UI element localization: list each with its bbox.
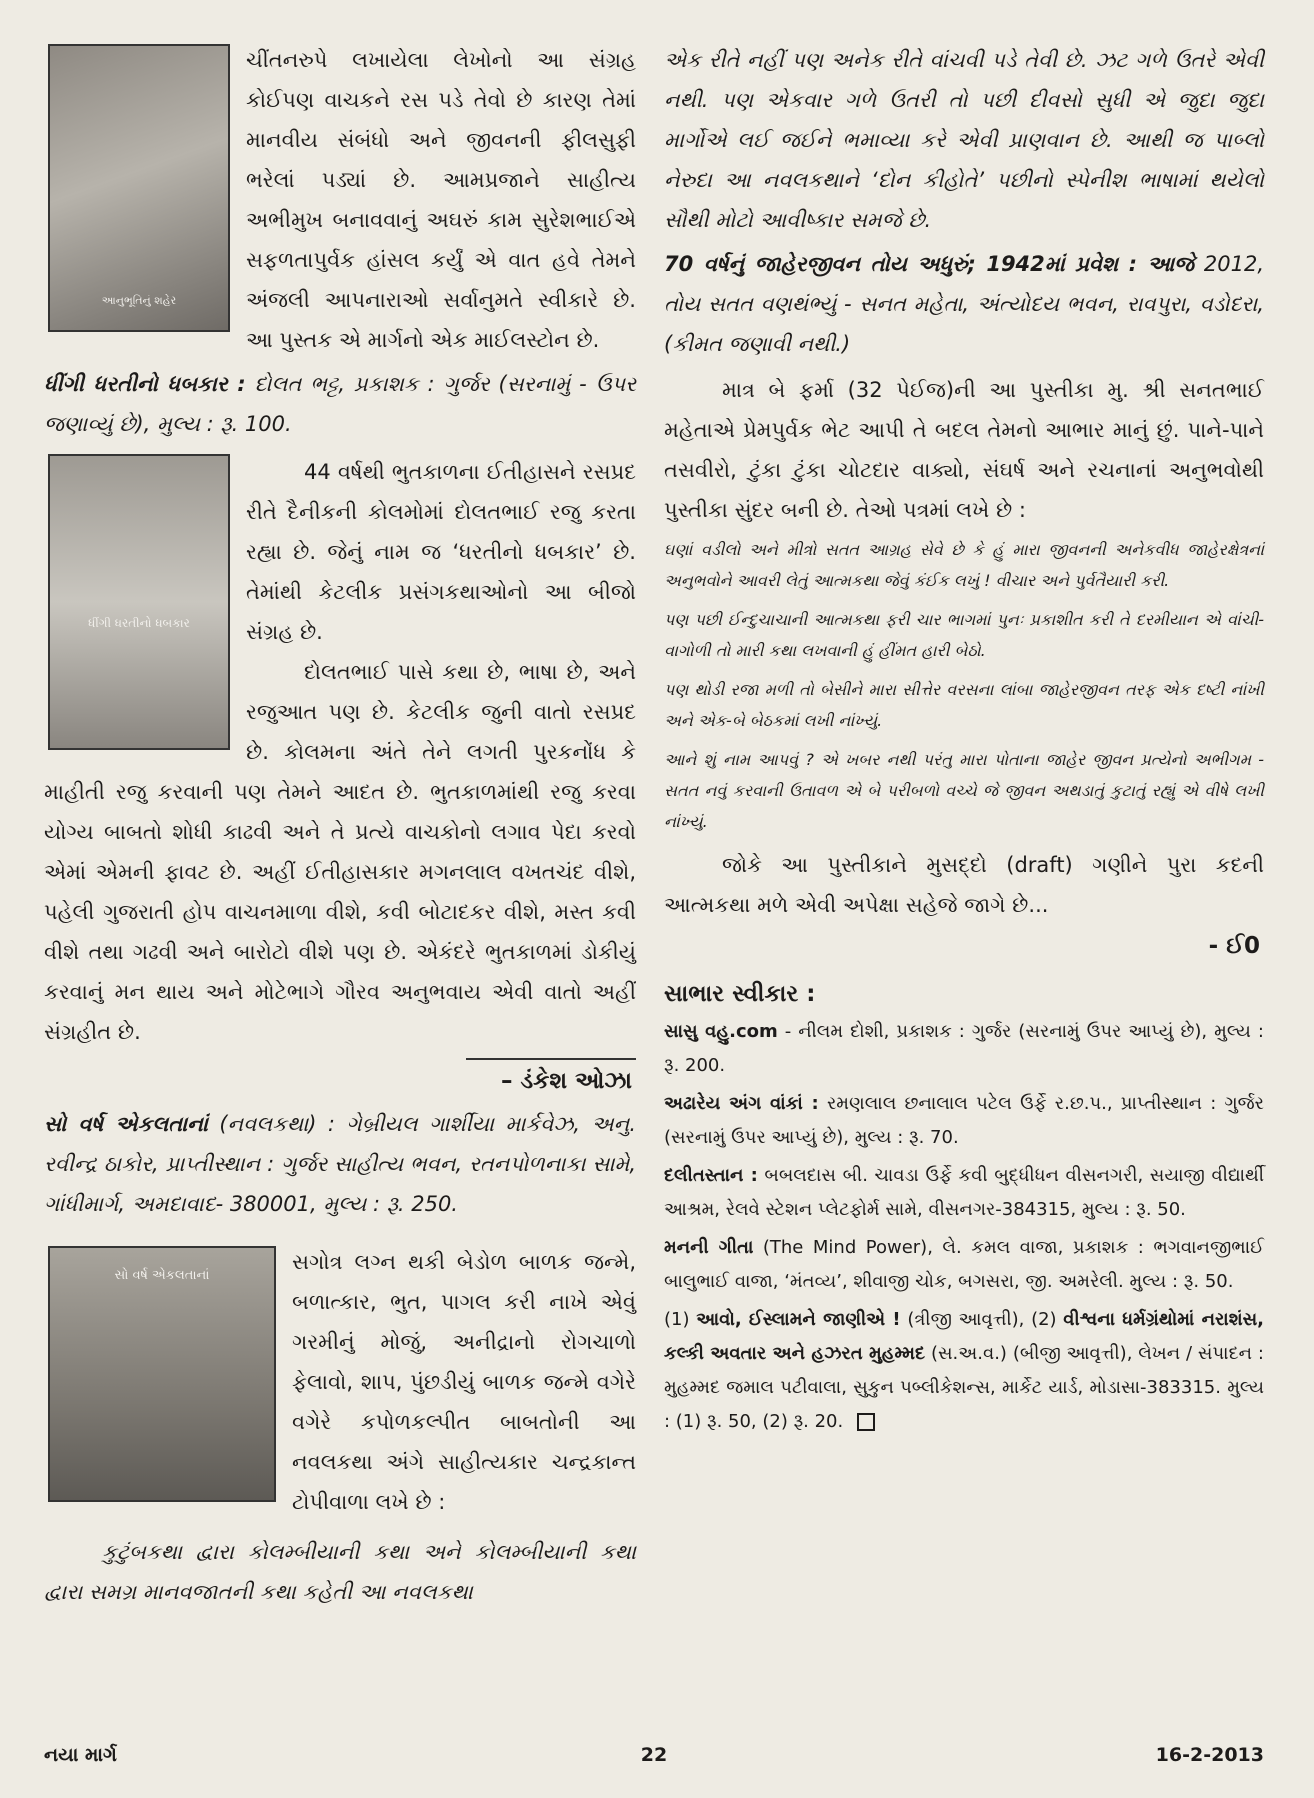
book-cover-image bbox=[48, 44, 230, 332]
review-paragraph: જોકે આ પુસ્તીકાને મુસદ્દો (draft) ગણીને પુરા કદની આત્મકથા મળે એવી અપેક્ષા સહેજે જાગે છે... bbox=[664, 853, 1264, 917]
book-title: સો વર્ષ એકલતાનાં bbox=[44, 1112, 208, 1136]
entry-details: (ત્રીજી આવૃત્તી), (2) bbox=[900, 1309, 1064, 1330]
book-meta: દોલત ભટ્ટ, પ્રકાશક : ગુર્જર (સરનામું - ઉપર જણાવ્યું છે), મુલ્ય : રૂ. 100. bbox=[44, 372, 636, 436]
entry-title: વીશ્વના ધર્મગ્રંથોમાં નરાશંસ, કલ્કી અવતાર અને હઝરત મુહમ્મદ bbox=[664, 1309, 1264, 1364]
entry-title: મનની ગીતા bbox=[664, 1237, 754, 1258]
book-cover-title: સો વર્ષ એકલતાનાં bbox=[114, 1268, 210, 1283]
review-paragraph: ચીંતનરુપે લખાયેલા લેખોનો આ સંગ્રહ કોઈપણ વાચકને રસ પડે તેવો છે કારણ તેમાં માનવીય સંબંધો અને જીવનની ફીલસુફી ભરેલાં પડ્યાં છે. આમપ્રજાને સાહીત્ય અભીમુખ બનાવવાનું અઘરું કામ સુરેશભાઈએ સફળતાપુર્વક હાંસલ કર્યું એ વાત હવે તેમને અંજલી આપનારાઓ સર્વાનુમતે સ્વીકારે છે. આ પુસ્તક એ માર્ગનો એક માઈલસ્ટોન છે. bbox=[246, 48, 636, 352]
book-cover-title: આનુભૂતિનું શહેર bbox=[101, 294, 177, 307]
book-cover-image bbox=[48, 1246, 276, 1502]
quote-paragraph: પણ પછી ઈન્દુચાચાની આત્મકથા ફરી ચાર ભાગમાં પુનઃ પ્રકાશીત કરી તે દરમીયાન એ વાંચી-વાગોળી તો મારી કથા લખવાની હું હીંમત હારી બેઠો. bbox=[664, 610, 1264, 660]
review-paragraph: માત્ર બે ફર્મા (32 પેઈજ)ની આ પુસ્તીકા મુ. શ્રી સનતભાઈ મહેતાએ પ્રેમપુર્વક ભેટ આપી તે બદલ તેમનો આભાર માનું છું. પાને-પાને તસવીરો, ટુંકા ટુંકા ચોટદાર વાક્યો, સંઘર્ષ અને રચનાનાં અનુભવોથી પુસ્તીકા સુંદર બની છે. તેઓ પત્રમાં લખે છે : bbox=[664, 378, 1264, 522]
section-title: સાભાર સ્વીકાર : bbox=[664, 981, 816, 1007]
left-column bbox=[44, 40, 636, 1612]
book-entry bbox=[44, 364, 636, 444]
acknowledgement-entry bbox=[664, 1015, 1264, 1083]
entry-title: અઢારેય અંગ વાંકાં : bbox=[664, 1093, 819, 1114]
magazine-name: નયા માર્ગ bbox=[44, 1744, 117, 1766]
acknowledgement-entry bbox=[664, 1303, 1264, 1439]
right-column bbox=[664, 40, 1264, 1443]
acknowledgement-entry bbox=[664, 1231, 1264, 1299]
review-paragraph: એક રીતે નહીં પણ અનેક રીતે વાંચવી પડે તેવી છે. ઝટ ગળે ઉતરે એવી નથી. પણ એકવાર ગળે ઉતરી તો પછી દીવસો સુધી એ જુદા જુદા માર્ગોએ લઈ જઈને ભમાવ્યા કરે એવી પ્રાણવાન છે. આથી જ પાબ્લો નેરુદા આ નવલકથાને ‘દોન કીહોતે’ પછીનો સ્પેનીશ ભાષામાં થયેલો સૌથી મોટો આવીષ્કાર સમજે છે. bbox=[664, 48, 1264, 232]
book-title: ધીંગી ધરતીનો ધબકાર : bbox=[44, 372, 246, 396]
entry-details: (The Mind Power), લે. કમલ વાજા, પ્રકાશક : ભગવાનજીભાઈ બાલુભાઈ વાજા, ‘મંતવ્ય’, શીવાજી ચોક, બગસરા, જી. અમરેલી. મુલ્ય : રૂ. 50. bbox=[664, 1237, 1264, 1292]
review-paragraph: દોલતભાઈ પાસે કથા છે, ભાષા છે, અને રજુઆત પણ છે. કેટલીક જુની વાતો રસપ્રદ છે. કોલમના અંતે તેને લગતી પુરકનોંધ કે માહીતી રજુ કરવાની પણ તેમને આદત છે. ભુતકાળમાંથી રજુ કરવા યોગ્ય બાબતો શોધી કાઢવી અને તે પ્રત્યે વાચકોનો લગાવ પેદા કરવો એમાં એમની ફાવટ છે. અહીં ઈતીહાસકાર મગનલાલ વખતચંદ વીશે, પહેલી ગુજરાતી હોપ વાચનમાળા વીશે, કવી બોટાદકર વીશે, મસ્ત કવી વીશે તથા ગઢવી અને બારોટો વીશે પણ છે. એકંદરે ભુતકાળમાં ડોકીયું કરવાનું મન થાય અને મોટેભાગે ગૌરવ અનુભવાય એવી વાતો અહીં સંગ્રહીત છે. bbox=[44, 660, 636, 1044]
quote-paragraph: આને શું નામ આપવું ? એ ખબર નથી પરંતુ મારા પોતાના જાહેર જીવન પ્રત્યેનો અભીગમ - સતત નવું કરવાની ઉતાવળ એ બે પરીબળો વચ્ચે જે જીવન અથડાતું કુટાતું રહ્યું એ વીષે લખી નાંખ્યું. bbox=[664, 750, 1264, 831]
entry-title: આવો, ઈસ્લામને જાણીએ ! bbox=[696, 1309, 901, 1330]
entry-details: (સ.અ.વ.) (બીજી આવૃત્તી), લેખન / સંપાદન : મુહમ્મદ જમાલ પટીવાલા, સુકુન પબ્લીકેશન્સ, માર્કેટ યાર્ડ, મોડાસા-383315. મુલ્ય : (1) રૂ. 50, (2) રૂ. 20. bbox=[664, 1343, 1264, 1432]
entry-details: - નીલમ દોશી, પ્રકાશક : ગુર્જર (સરનામું ઉપર આપ્યું છે), મુલ્ય : રૂ. 200. bbox=[664, 1021, 1264, 1076]
entry-title: દલીતસ્તાન : bbox=[664, 1165, 758, 1186]
review-paragraph: 44 વર્ષથી ભુતકાળના ઈતીહાસને રસપ્રદ રીતે દૈનીકની કોલમોમાં દોલતભાઈ રજુ કરતા રહ્યા છે. જેનું નામ જ ‘ધરતીનો ધબકાર’ છે. તેમાંથી કેટલીક પ્રસંગકથાઓનો આ બીજો સંગ્રહ છે. bbox=[246, 460, 636, 644]
quote-paragraph: પણ થોડી રજા મળી તો બેસીને મારા સીત્તેર વરસના લાંબા જાહેરજીવન તરફ એક દષ્ટી નાંખી અને એક-બે બેઠકમાં લખી નાંખ્યું. bbox=[664, 680, 1264, 730]
book-entry bbox=[664, 244, 1264, 364]
issue-date: 16-2-2013 bbox=[1155, 1744, 1264, 1766]
review-paragraph: સગોત્ર લગ્ન થકી બેડોળ બાળક જન્મે, બળાત્કાર, ભુત, પાગલ કરી નાખે એવું ગરમીનું મોજું, અનીદ્રાનો રોગચાળો ફેલાવો, શાપ, પુંછડીયું બાળક જન્મે વગેરે વગેરે કપોળકલ્પીત બાબતોની આ નવલકથા અંગે સાહીત્યકાર ચન્દ્રકાન્ત ટોપીવાળા લખે છે : bbox=[292, 1250, 636, 1514]
acknowledgement-entry bbox=[664, 1159, 1264, 1227]
book-entry bbox=[44, 1104, 636, 1224]
page-number: 22 bbox=[640, 1744, 668, 1766]
quote-paragraph: ઘણાં વડીલો અને મીત્રો સતત આગ્રહ સેવે છે કે હું મારા જીવનની અનેકવીધ જાહેરક્ષેત્રનાં અનુભવોને આવરી લેતું આત્મકથા જેવું કંઈક લખું ! વીચાર અને પુર્વતૈયારી કરી. bbox=[664, 540, 1264, 590]
book-title: 70 વર્ષનું જાહેરજીવન તોય અધુરું; 1942માં પ્રવેશ : આજે bbox=[664, 252, 1195, 276]
book-meta: 2012, તોય સતત વણથંભ્યું - સનત મહેતા, અંત્યોદય ભવન, રાવપુરા, વડોદરા, (કીમત જણાવી નથી.) bbox=[664, 252, 1264, 356]
review-paragraph: કુટુંબકથા દ્વારા કોલમ્બીયાની કથા અને કોલમ્બીયાની કથા દ્વારા સમગ્ર માનવજાતની કથા કહેતી આ નવલકથા bbox=[44, 1540, 636, 1604]
entry-title: સાસુ વહુ.com bbox=[664, 1021, 778, 1042]
reviewer-signature: - ઈ0 bbox=[1208, 933, 1260, 959]
book-cover-title: ધીંગી ધરતીનો ધબકાર bbox=[88, 616, 190, 630]
reviewer-signature: – ડંકેશ ઓઝા bbox=[501, 1068, 632, 1094]
end-of-article-box-icon bbox=[857, 1413, 875, 1431]
book-cover-image bbox=[48, 454, 230, 750]
page-footer bbox=[44, 1744, 1264, 1774]
book-meta: (નવલકથા) : ગેબ્રીયલ ગાર્શીયા માર્કવેઝ, અનુ. રવીન્દ્ર ઠાકોર, પ્રાપ્તીસ્થાન : ગુર્જર સાહીત્ય ભવન, રતનપોળનાકા સામે, ગાંધીમાર્ગ, અમદાવાદ- 380001, મુલ્ય : રૂ. 250. bbox=[44, 1112, 636, 1216]
acknowledgement-entry bbox=[664, 1087, 1264, 1155]
entry-prefix: (1) bbox=[664, 1309, 697, 1330]
entry-details: બબલદાસ બી. ચાવડા ઉર્ફે કવી બુદ્ધીધન વીસનગરી, સયાજી વીદ્યાર્થી આશ્રમ, રેલવે સ્ટેશન પ્લેટફોર્મ સામે, વીસનગર-384315, મુલ્ય : રૂ. 50. bbox=[664, 1165, 1264, 1220]
entry-details: રમણલાલ છનાલાલ પટેલ ઉર્ફે ર.છ.પ., પ્રાપ્તીસ્થાન : ગુર્જર (સરનામું ઉપર આપ્યું છે), મુલ્ય : રૂ. 70. bbox=[664, 1093, 1264, 1148]
divider bbox=[466, 1058, 636, 1060]
